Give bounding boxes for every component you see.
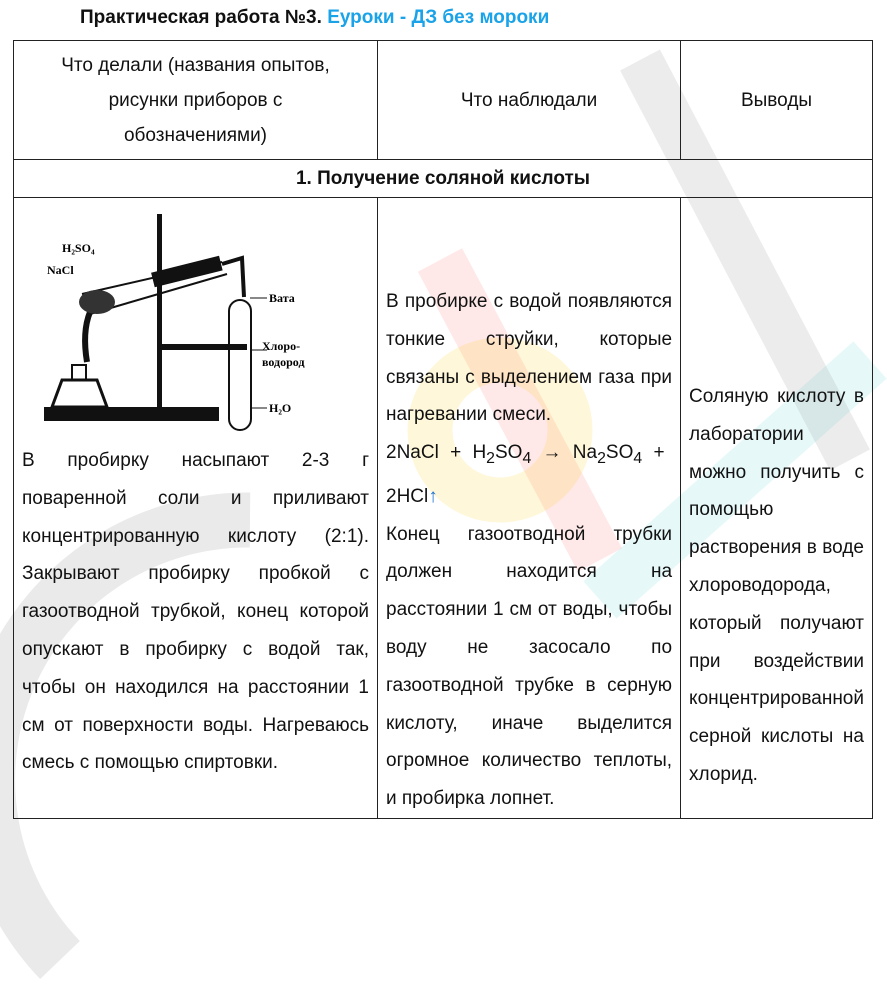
header-row — [14, 41, 873, 160]
page-title — [80, 7, 549, 29]
conclusion-text: Соляную кислоту в лаборатории можно получить с помощью растворения в воде хлороводорода, который получают при воздействии концентрированной серной кислоты на хлорид. — [689, 386, 864, 785]
header-conclusions: Выводы — [681, 41, 873, 160]
section-title: 1. Получение соляной кислоты — [14, 160, 873, 198]
header-observed: Что наблюдали — [378, 41, 681, 160]
section-row — [14, 160, 873, 198]
did-cell — [14, 198, 378, 819]
conclusion-cell — [681, 198, 873, 819]
brand-text: Еуроки - ДЗ без мороки — [327, 7, 550, 28]
label-nacl: NaCl — [47, 263, 74, 277]
label-gas-1: Хлоро- — [262, 339, 301, 353]
gas-arrow-icon: ↑ — [428, 485, 438, 507]
label-gas-2: водород — [262, 355, 305, 369]
did-text: В пробирку насыпают 2-3 г поваренной соли и приливают концентрированную кислоту (2:1). Закрывают пробирку пробкой с газоотводной трубкой, конец которой опускают в пробирку с водой так, чтобы он находился на расстоянии 1 см от поверхности воды. Нагреваюсь смесь с помощью спиртовки. — [22, 450, 369, 774]
observed-text-1: В пробирке с водой появляются тонкие струйки, которые связаны с выделением газа при нагревании смеси. — [386, 291, 673, 426]
observed-cell — [378, 198, 681, 819]
content-row — [14, 198, 873, 819]
label-water: H₂O — [269, 401, 292, 415]
observed-text-2: Конец газоотводной трубки должен находится на расстоянии 1 см от воды, чтобы воду не засосало по газоотводной трубке в серную кислоту, иначе выделится огромное количество теплоты, и пробирка лопнет. — [386, 523, 673, 810]
label-cotton: Вата — [269, 291, 295, 305]
apparatus-diagram — [22, 202, 312, 442]
header-did: Что делали (названия опытов, рисунки приборов с обозначениями) — [14, 41, 378, 160]
label-h2so4: H₂SO₄ — [62, 241, 95, 255]
reaction-equation: 2NaCl + $H_2SO_4 \to Na_2SO_4$ + 2HCl↑ — [386, 442, 665, 507]
title-text: Практическая работа №3. — [80, 7, 322, 28]
practical-work-table — [13, 40, 873, 819]
